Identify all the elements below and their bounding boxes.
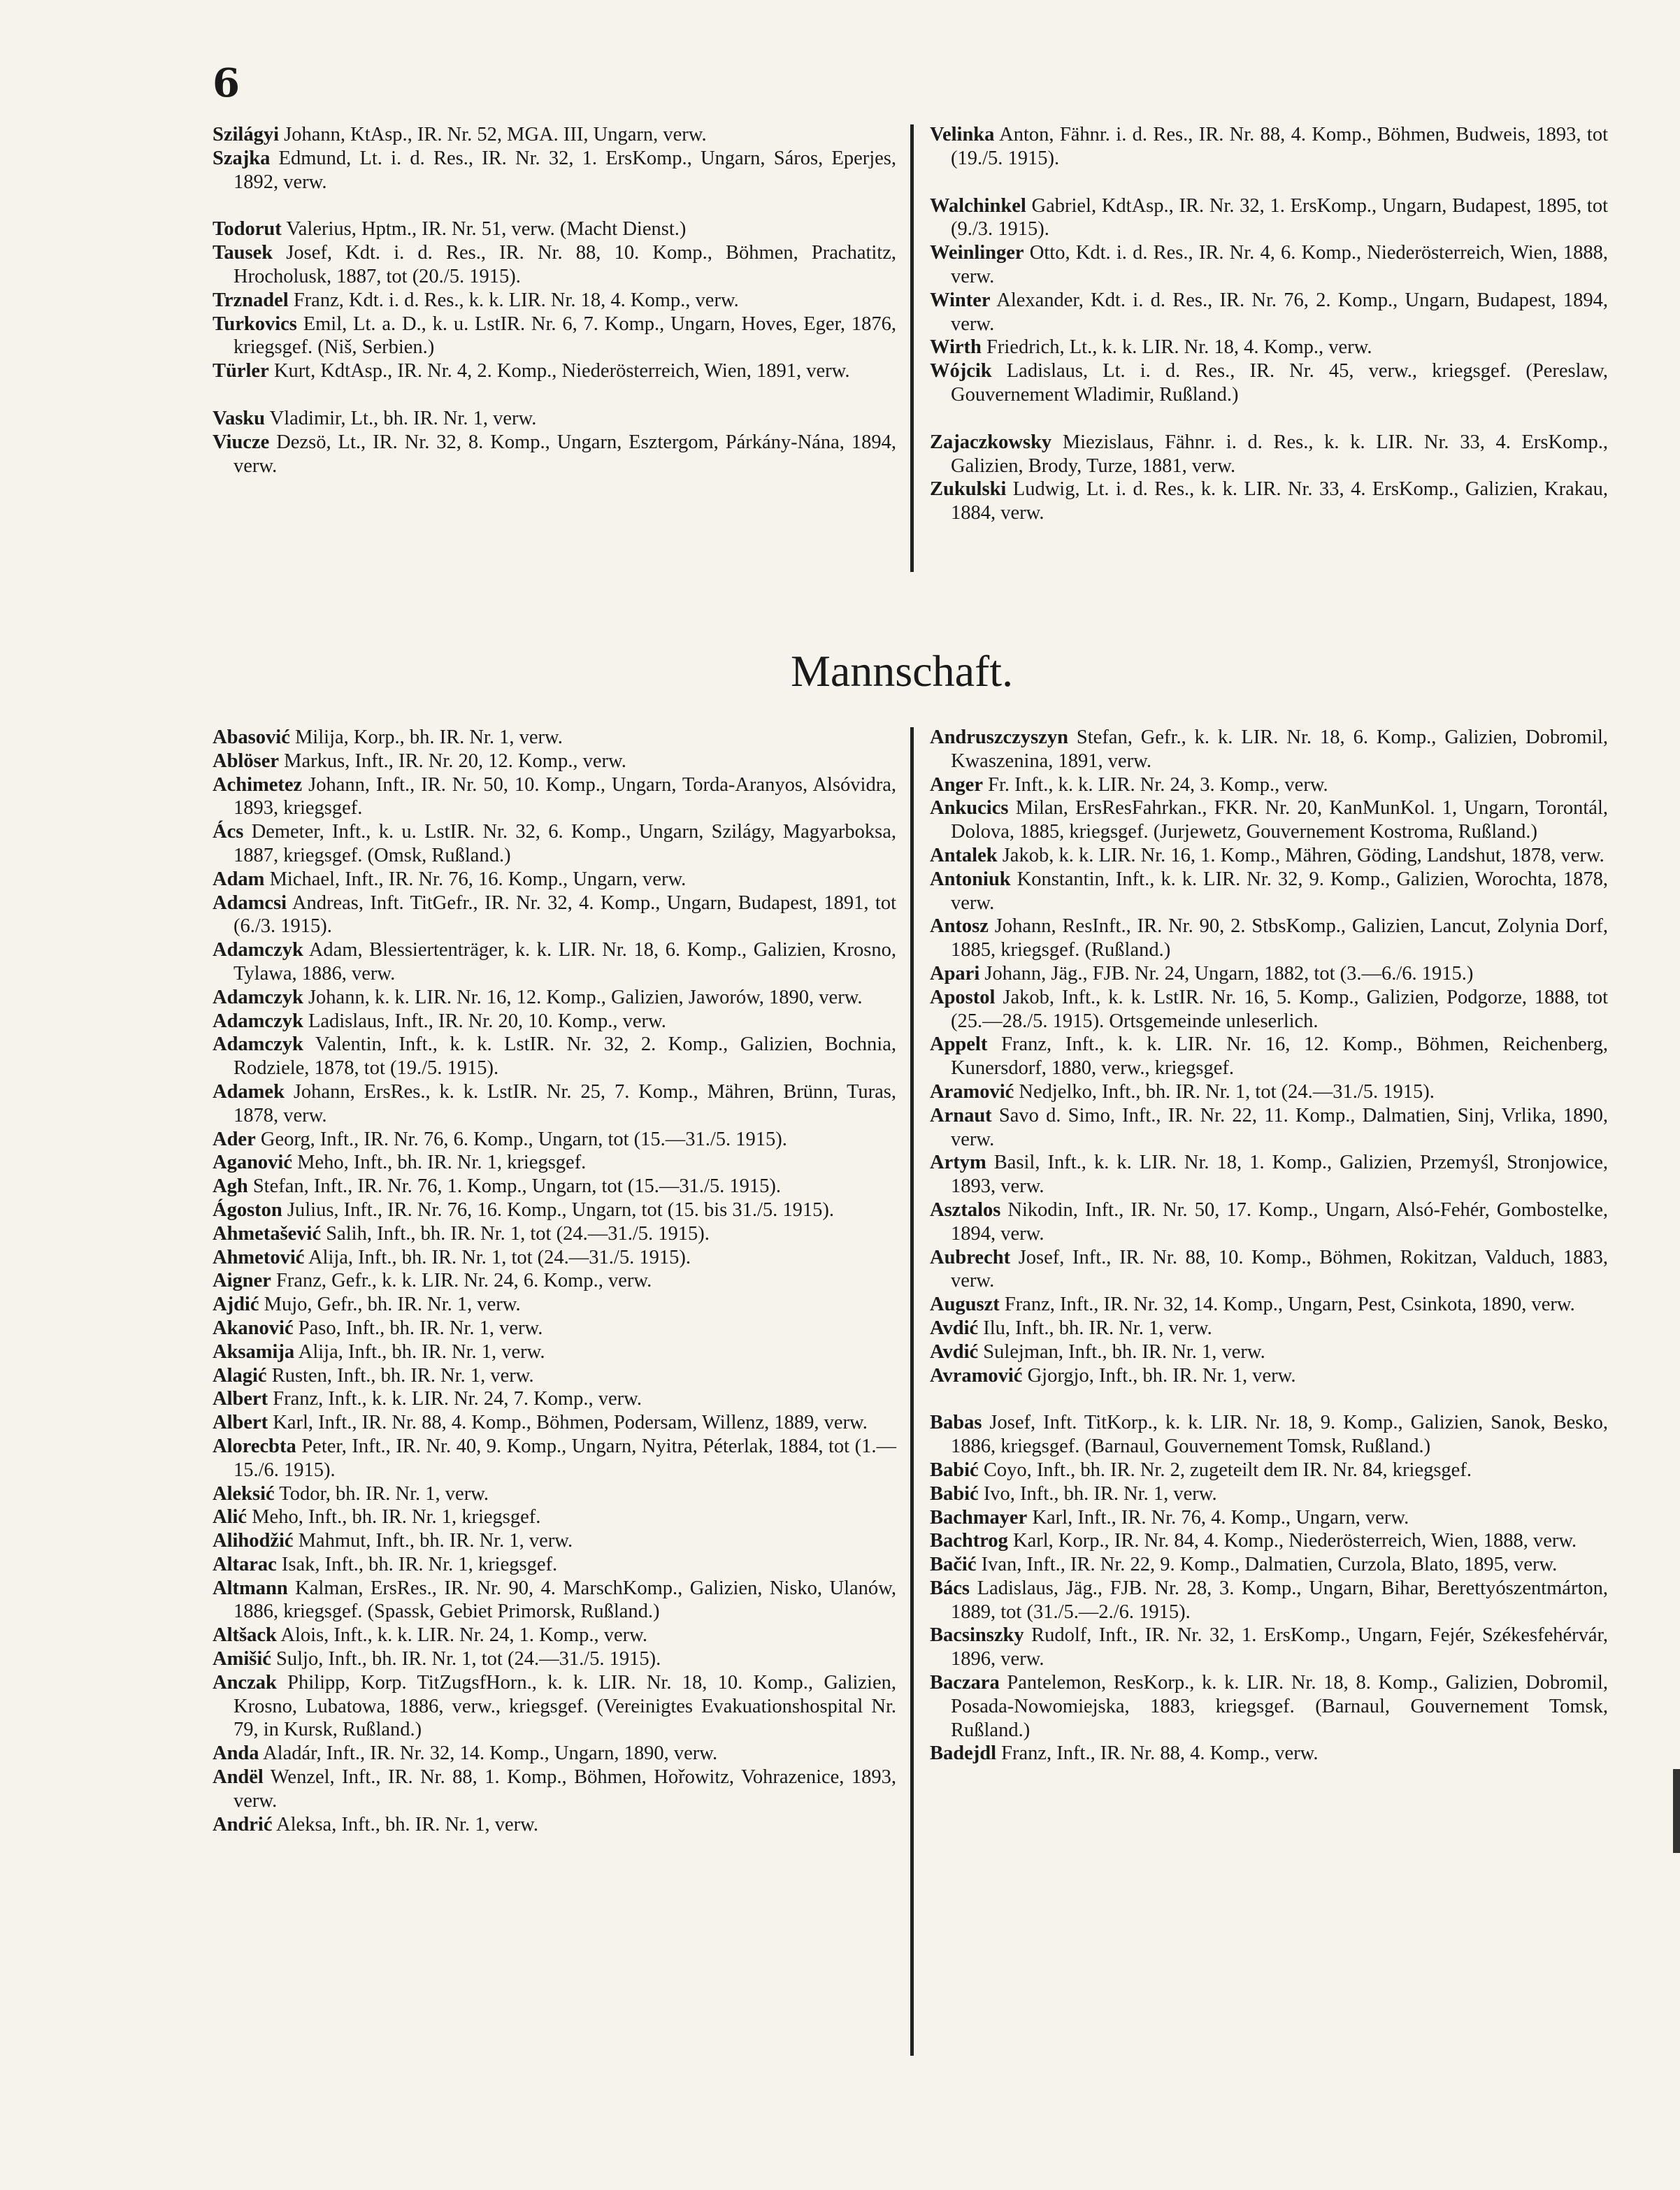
entry-surname: Wójcik <box>930 360 992 382</box>
entry-details: Johann, Jäg., FJB. Nr. 24, Ungarn, 1882, tot (3.—6./6. 1915.) <box>979 962 1474 985</box>
register-entry <box>213 1553 896 1577</box>
register-entry <box>213 750 896 773</box>
entry-surname: Anda <box>213 1742 259 1765</box>
entry-details: Alois, Inft., k. k. LIR. Nr. 24, 1. Komp., verw. <box>276 1624 647 1647</box>
entry-details: Michael, Inft., IR. Nr. 76, 16. Komp., Ungarn, verw. <box>264 868 687 890</box>
entry-surname: Amišić <box>213 1648 271 1670</box>
entry-details: Basil, Inft., k. k. LIR. Nr. 18, 1. Komp., Galizien, Przemyśl, Stronjowice, 1893, verw. <box>951 1152 1608 1198</box>
register-entry <box>213 1246 896 1270</box>
register-entry <box>213 1080 896 1128</box>
entry-details: Valentin, Inft., k. k. LstIR. Nr. 32, 2. Komp., Galizien, Bochnia, Rodziele, 1878, tot (19./5. 1915). <box>234 1033 896 1080</box>
entry-details: Johann, k. k. LIR. Nr. 16, 12. Komp., Galizien, Jaworów, 1890, verw. <box>303 986 863 1008</box>
register-entry <box>930 336 1608 359</box>
entry-details: Dezsö, Lt., IR. Nr. 32, 8. Komp., Ungarn, Esztergom, Párkány-Nána, 1894, verw. <box>234 431 896 477</box>
bottom-right-column <box>930 726 1608 1766</box>
entry-surname: Bács <box>930 1577 970 1599</box>
register-entry <box>213 1813 896 1837</box>
entry-surname: Agh <box>213 1175 248 1198</box>
bottom-column-divider <box>910 727 914 2056</box>
register-entry <box>213 1387 896 1411</box>
entry-surname: Artym <box>930 1152 986 1174</box>
entry-details: Franz, Gefr., k. k. LIR. Nr. 24, 6. Komp., verw. <box>271 1270 652 1292</box>
register-entry <box>213 147 896 194</box>
entry-surname: Adam <box>213 868 265 890</box>
entry-details: Franz, Inft., IR. Nr. 32, 14. Komp., Ungarn, Pest, Csinkota, 1890, verw. <box>999 1294 1575 1316</box>
entry-surname: Adamcsi <box>213 892 287 914</box>
entry-details: Ilu, Inft., bh. IR. Nr. 1, verw. <box>978 1317 1212 1339</box>
register-entry <box>930 1553 1608 1577</box>
top-right-column <box>930 123 1608 525</box>
entry-surname: Velinka <box>930 124 995 145</box>
entry-details: Josef, Kdt. i. d. Res., IR. Nr. 88, 10. Komp., Böhmen, Prachatitz, Hrocholusk, 1887, tot (20./5. 1915). <box>234 242 896 287</box>
entry-details: Vladimir, Lt., bh. IR. Nr. 1, verw. <box>265 407 537 429</box>
register-entry <box>930 431 1608 478</box>
register-entry <box>213 820 896 868</box>
register-entry <box>213 289 896 313</box>
entry-surname: Bachmayer <box>930 1506 1028 1529</box>
entry-surname: Auguszt <box>930 1294 1000 1316</box>
entry-details: Georg, Inft., IR. Nr. 76, 6. Komp., Ungarn, tot (15.—31./5. 1915). <box>255 1128 787 1150</box>
register-entry <box>213 217 896 241</box>
entry-surname: Bacsinszky <box>930 1624 1024 1647</box>
entry-details: Suljo, Inft., bh. IR. Nr. 1, tot (24.—31./5. 1915). <box>271 1648 661 1670</box>
entry-surname: Andruszczyszyn <box>930 727 1068 748</box>
entry-surname: Altarac <box>213 1553 277 1575</box>
entry-surname: Ajdić <box>213 1294 259 1316</box>
register-entry <box>930 1198 1608 1246</box>
register-entry <box>930 289 1608 336</box>
entry-details: Meho, Inft., bh. IR. Nr. 1, kriegsgef. <box>247 1506 541 1529</box>
entry-details: Julius, Inft., IR. Nr. 76, 16. Komp., Ungarn, tot (15. bis 31./5. 1915). <box>282 1198 835 1221</box>
register-entry <box>930 1246 1608 1294</box>
section-title: Mannschaft. <box>790 646 1014 696</box>
entry-surname: Antosz <box>930 915 989 938</box>
register-entry <box>930 726 1608 773</box>
entry-surname: Ács <box>213 821 244 843</box>
entry-surname: Zukulski <box>930 478 1007 501</box>
entry-surname: Szajka <box>213 147 271 169</box>
register-entry <box>930 1340 1608 1364</box>
register-entry <box>930 844 1608 868</box>
entry-details: Johann, ErsRes., k. k. LstIR. Nr. 25, 7. Komp., Mähren, Brünn, Turas, 1878, verw. <box>234 1080 896 1126</box>
entry-surname: Albert <box>213 1388 268 1410</box>
entry-surname: Walchinkel <box>930 194 1026 217</box>
entry-details: Coyo, Inft., bh. IR. Nr. 2, zugeteilt dem IR. Nr. 84, kriegsgef. <box>978 1459 1472 1481</box>
entry-details: Nikodin, Inft., IR. Nr. 50, 17. Komp., Ungarn, Alsó-Fehér, Gombostelke, 1894, verw. <box>951 1198 1608 1245</box>
entry-details: Alija, Inft., bh. IR. Nr. 1, verw. <box>294 1340 545 1363</box>
entry-details: Mahmut, Inft., bh. IR. Nr. 1, verw. <box>293 1530 573 1552</box>
entry-surname: Winter <box>930 289 991 311</box>
register-entry <box>213 892 896 939</box>
register-entry <box>213 1766 896 1813</box>
entry-surname: Altšack <box>213 1624 277 1647</box>
entry-details: Gabriel, KdtAsp., IR. Nr. 32, 1. ErsKomp., Ungarn, Budapest, 1895, tot (9./3. 1915). <box>951 194 1608 241</box>
register-entry <box>930 1671 1608 1742</box>
register-entry <box>930 1364 1608 1388</box>
entry-details: Demeter, Inft., k. u. LstIR. Nr. 32, 6. Komp., Ungarn, Szilágy, Magyarboksa, 1887, kriegsgef. (Omsk, Rußland.) <box>234 821 896 866</box>
entry-surname: Szilágyi <box>213 124 280 145</box>
register-entry <box>930 796 1608 844</box>
entry-details: Rudolf, Inft., IR. Nr. 32, 1. ErsKomp., Ungarn, Fejér, Székesfehérvár, 1896, verw. <box>951 1624 1608 1670</box>
entry-details: Andreas, Inft. TitGefr., IR. Nr. 32, 4. Komp., Ungarn, Budapest, 1891, tot (6./3. 1915). <box>234 892 896 938</box>
register-entry <box>213 1293 896 1317</box>
entry-surname: Türler <box>213 360 269 382</box>
register-entry <box>213 1647 896 1671</box>
entry-spacer <box>930 1387 1608 1411</box>
entry-surname: Babić <box>930 1459 979 1481</box>
entry-spacer <box>930 171 1608 194</box>
entry-details: Johann, KtAsp., IR. Nr. 52, MGA. III, Ungarn, verw. <box>279 124 707 145</box>
entry-surname: Bačić <box>930 1554 977 1576</box>
entry-surname: Aubrecht <box>930 1246 1011 1268</box>
register-entry <box>930 962 1608 986</box>
entry-surname: Babas <box>930 1412 982 1434</box>
entry-surname: Tausek <box>213 242 273 264</box>
register-entry <box>213 1269 896 1293</box>
entry-details: Miezislaus, Fähnr. i. d. Res., k. k. LIR. Nr. 33, 4. ErsKomp., Galizien, Brody, Turze, 1881, verw. <box>951 431 1608 477</box>
entry-details: Philipp, Korp. TitZugsfHorn., k. k. LIR. Nr. 18, 10. Komp., Galizien, Krosno, Lubatowa, 1886, verw., kriegsgef. (Vereinigtes Evakuationshospital Nr. 79, in Kursk, Rußland.) <box>234 1671 896 1741</box>
entry-surname: Ablöser <box>213 750 279 772</box>
entry-surname: Appelt <box>930 1033 988 1056</box>
entry-details: Stefan, Gefr., k. k. LIR. Nr. 18, 6. Komp., Galizien, Dobromil, Kwaszenina, 1891, verw. <box>951 727 1608 772</box>
register-entry <box>213 1411 896 1435</box>
entry-surname: Adamczyk <box>213 1010 303 1032</box>
entry-surname: Baczara <box>930 1672 1000 1694</box>
entry-spacer <box>930 407 1608 431</box>
entry-details: Karl, Inft., IR. Nr. 88, 4. Komp., Böhmen, Podersam, Willenz, 1889, verw. <box>268 1412 868 1434</box>
entry-surname: Abasović <box>213 727 290 748</box>
entry-details: Anton, Fähnr. i. d. Res., IR. Nr. 88, 4. Komp., Böhmen, Budweis, 1893, tot (19./5. 1915). <box>951 124 1608 169</box>
entry-surname: Ahmetović <box>213 1246 305 1268</box>
register-entry <box>213 938 896 986</box>
register-entry <box>930 1293 1608 1317</box>
register-entry <box>213 1198 896 1222</box>
entry-details: Savo d. Simo, Inft., IR. Nr. 22, 11. Komp., Dalmatien, Sinj, Vrlika, 1890, verw. <box>951 1104 1608 1150</box>
register-entry <box>213 1033 896 1080</box>
entry-surname: Alorecbta <box>213 1435 296 1457</box>
entry-surname: Babić <box>930 1482 979 1505</box>
entry-surname: Altmann <box>213 1577 288 1599</box>
register-entry <box>930 1624 1608 1671</box>
register-entry <box>213 773 896 821</box>
page-number: 6 <box>213 60 240 106</box>
top-left-column <box>213 123 896 478</box>
register-entry <box>930 1080 1608 1104</box>
register-entry <box>213 313 896 360</box>
entry-surname: Badejdl <box>930 1742 997 1765</box>
entry-details: Mujo, Gefr., bh. IR. Nr. 1, verw. <box>259 1294 521 1316</box>
entry-surname: Adamczyk <box>213 939 303 961</box>
register-entry <box>930 1033 1608 1080</box>
entry-details: Rusten, Inft., bh. IR. Nr. 1, verw. <box>266 1364 534 1387</box>
register-entry <box>930 123 1608 171</box>
entry-surname: Andrić <box>213 1813 273 1835</box>
entry-surname: Andël <box>213 1766 264 1789</box>
entry-details: Alexander, Kdt. i. d. Res., IR. Nr. 76, 2. Komp., Ungarn, Budapest, 1894, verw. <box>951 289 1608 335</box>
entry-details: Todor, bh. IR. Nr. 1, verw. <box>274 1482 489 1505</box>
register-entry <box>930 359 1608 407</box>
entry-details: Ladislaus, Lt. i. d. Res., IR. Nr. 45, verw., kriegsgef. (Pereslaw, Gouvernement Wladimir, Rußland.) <box>951 360 1608 406</box>
entry-details: Peter, Inft., IR. Nr. 40, 9. Komp., Ungarn, Nyitra, Péterlak, 1884, tot (1.—15./6. 1915). <box>234 1435 896 1481</box>
entry-surname: Turkovics <box>213 313 297 335</box>
register-entry <box>213 359 896 383</box>
entry-details: Nedjelko, Inft., bh. IR. Nr. 1, tot (24.—31./5. 1915). <box>1014 1080 1435 1103</box>
entry-surname: Apari <box>930 962 980 985</box>
entry-details: Milija, Korp., bh. IR. Nr. 1, verw. <box>289 727 563 748</box>
register-entry <box>213 726 896 750</box>
register-entry <box>213 1529 896 1553</box>
entry-surname: Antoniuk <box>930 868 1011 890</box>
entry-surname: Adamek <box>213 1080 285 1103</box>
register-entry <box>213 407 896 431</box>
entry-details: Edmund, Lt. i. d. Res., IR. Nr. 32, 1. ErsKomp., Ungarn, Sáros, Eperjes, 1892, verw. <box>234 147 896 193</box>
entry-details: Franz, Inft., k. k. LIR. Nr. 16, 12. Komp., Böhmen, Reichenberg, Kunersdorf, 1880, verw., kriegsgef. <box>951 1033 1608 1080</box>
entry-surname: Adamczyk <box>213 986 303 1008</box>
entry-surname: Bachtrog <box>930 1530 1008 1552</box>
entry-surname: Akanović <box>213 1317 294 1339</box>
register-entry <box>930 241 1608 289</box>
entry-details: Valerius, Hptm., IR. Nr. 51, verw. (Macht Dienst.) <box>281 218 687 241</box>
entry-surname: Arnaut <box>930 1104 992 1126</box>
register-entry <box>213 241 896 289</box>
entry-details: Isak, Inft., bh. IR. Nr. 1, kriegsgef. <box>276 1553 558 1575</box>
register-entry <box>930 1104 1608 1152</box>
entry-details: Emil, Lt. a. D., k. u. LstIR. Nr. 6, 7. Komp., Ungarn, Hoves, Eger, 1876, kriegsgef. (Niš, Serbien.) <box>234 313 896 359</box>
register-entry <box>930 1317 1608 1340</box>
entry-surname: Alić <box>213 1506 247 1529</box>
entry-details: Wenzel, Inft., IR. Nr. 88, 1. Komp., Böhmen, Hořowitz, Vohrazenice, 1893, verw. <box>234 1766 896 1812</box>
register-entry <box>213 986 896 1010</box>
entry-surname: Weinlinger <box>930 242 1024 264</box>
entry-surname: Ader <box>213 1128 256 1150</box>
entry-details: Franz, Kdt. i. d. Res., k. k. LIR. Nr. 18, 4. Komp., verw. <box>288 289 739 311</box>
entry-details: Ivo, Inft., bh. IR. Nr. 1, verw. <box>978 1482 1217 1505</box>
entry-details: Ludwig, Lt. i. d. Res., k. k. LIR. Nr. 33, 4. ErsKomp., Galizien, Krakau, 1884, verw. <box>951 478 1608 524</box>
entry-surname: Todorut <box>213 218 282 241</box>
entry-details: Franz, Inft., k. k. LIR. Nr. 24, 7. Komp., verw. <box>268 1388 642 1410</box>
entry-details: Ladislaus, Jäg., FJB. Nr. 28, 3. Komp., Ungarn, Bihar, Berettyószentmárton, 1889, tot (31./5.—2./6. 1915). <box>951 1577 1608 1623</box>
entry-details: Ivan, Inft., IR. Nr. 22, 9. Komp., Dalmatien, Curzola, Blato, 1895, verw. <box>976 1554 1558 1576</box>
register-entry <box>930 868 1608 915</box>
register-entry <box>213 1577 896 1624</box>
entry-details: Sulejman, Inft., bh. IR. Nr. 1, verw. <box>978 1340 1265 1363</box>
register-entry <box>930 194 1608 242</box>
entry-details: Konstantin, Inft., k. k. LIR. Nr. 32, 9. Komp., Galizien, Worochta, 1878, verw. <box>951 868 1608 914</box>
register-entry <box>213 1482 896 1506</box>
entry-details: Salih, Inft., bh. IR. Nr. 1, tot (24.—31./5. 1915). <box>321 1222 710 1245</box>
entry-details: Kurt, KdtAsp., IR. Nr. 4, 2. Komp., Niederösterreich, Wien, 1891, verw. <box>268 360 850 382</box>
register-entry <box>930 1529 1608 1553</box>
register-entry <box>930 915 1608 962</box>
entry-details: Jakob, Inft., k. k. LstIR. Nr. 16, 5. Komp., Galizien, Podgorze, 1888, tot (25.—28./5. 1915). Ortsgemeinde unleserlich. <box>951 986 1608 1032</box>
entry-details: Karl, Inft., IR. Nr. 76, 4. Komp., Ungarn, verw. <box>1027 1506 1409 1529</box>
entry-details: Karl, Korp., IR. Nr. 84, 4. Komp., Niederösterreich, Wien, 1888, verw. <box>1007 1530 1577 1552</box>
entry-details: Aleksa, Inft., bh. IR. Nr. 1, verw. <box>272 1813 538 1835</box>
register-entry <box>930 1577 1608 1624</box>
entry-surname: Achimetez <box>213 773 303 796</box>
register-entry <box>930 773 1608 797</box>
register-entry <box>213 1505 896 1529</box>
register-entry <box>930 1482 1608 1506</box>
entry-details: Ladislaus, Inft., IR. Nr. 20, 10. Komp., verw. <box>303 1010 666 1032</box>
entry-surname: Alagić <box>213 1364 267 1387</box>
entry-surname: Adamczyk <box>213 1033 303 1056</box>
register-entry <box>213 1175 896 1198</box>
entry-details: Milan, ErsResFahrkan., FKR. Nr. 20, KanMunKol. 1, Ungarn, Torontál, Dolova, 1885, kriegsgef. (Jurjewetz, Gouvernement Kostroma, Rußland.) <box>951 797 1608 843</box>
register-entry <box>930 1151 1608 1198</box>
register-entry <box>930 478 1608 525</box>
entry-details: Stefan, Inft., IR. Nr. 76, 1. Komp., Ungarn, tot (15.—31./5. 1915). <box>247 1175 781 1198</box>
register-entry <box>213 1364 896 1388</box>
entry-details: Franz, Inft., IR. Nr. 88, 4. Komp., verw. <box>996 1742 1319 1765</box>
entry-surname: Aganović <box>213 1152 292 1174</box>
register-entry <box>930 986 1608 1033</box>
entry-surname: Aramović <box>930 1080 1014 1103</box>
top-column-divider <box>910 124 914 572</box>
register-entry <box>213 431 896 478</box>
entry-details: Johann, Inft., IR. Nr. 50, 10. Komp., Ungarn, Torda-Aranyos, Alsóvidra, 1893, kriegsgef. <box>234 773 896 820</box>
entry-surname: Aigner <box>213 1270 271 1292</box>
entry-surname: Aleksić <box>213 1482 275 1505</box>
entry-details: Gjorgjo, Inft., bh. IR. Nr. 1, verw. <box>1022 1364 1296 1387</box>
entry-surname: Wirth <box>930 336 982 359</box>
entry-surname: Zajaczkowsky <box>930 431 1052 453</box>
entry-surname: Albert <box>213 1412 268 1434</box>
entry-details: Alija, Inft., bh. IR. Nr. 1, tot (24.—31./5. 1915). <box>304 1246 691 1268</box>
entry-surname: Avdić <box>930 1340 979 1363</box>
register-entry <box>930 1506 1608 1530</box>
bottom-left-column <box>213 726 896 1836</box>
entry-surname: Alihodžić <box>213 1530 294 1552</box>
entry-spacer <box>213 383 896 407</box>
entry-details: Pantelemon, ResKorp., k. k. LIR. Nr. 18, 8. Komp., Galizien, Dobromil, Posada-Nowomiejska, 1883, kriegsgef. (Barnaul, Gouvernement Tomsk, Rußland.) <box>951 1672 1608 1741</box>
entry-details: Kalman, ErsRes., IR. Nr. 90, 4. MarschKomp., Galizien, Nisko, Ulanów, 1886, kriegsgef. (Spassk, Gebiet Primorsk, Rußland.) <box>234 1577 896 1623</box>
entry-details: Josef, Inft. TitKorp., k. k. LIR. Nr. 18, 9. Komp., Galizien, Sanok, Besko, 1886, kriegsgef. (Barnaul, Gouvernement Tomsk, Rußland.) <box>951 1412 1608 1458</box>
register-entry <box>213 1742 896 1766</box>
register-entry <box>213 123 896 147</box>
scan-edge-mark <box>1673 1769 1680 1853</box>
entry-surname: Antalek <box>930 844 998 866</box>
entry-surname: Ankucics <box>930 797 1009 820</box>
entry-surname: Anger <box>930 773 983 796</box>
register-entry <box>213 1317 896 1340</box>
entry-details: Paso, Inft., bh. IR. Nr. 1, verw. <box>293 1317 543 1339</box>
entry-details: Josef, Inft., IR. Nr. 88, 10. Komp., Böhmen, Rokitzan, Valduch, 1883, verw. <box>951 1246 1608 1292</box>
entry-details: Fr. Inft., k. k. LIR. Nr. 24, 3. Komp., verw. <box>982 773 1328 796</box>
entry-surname: Ágoston <box>213 1198 282 1221</box>
entry-spacer <box>213 194 896 217</box>
entry-surname: Viucze <box>213 431 270 453</box>
entry-details: Meho, Inft., bh. IR. Nr. 1, kriegsgef. <box>292 1152 587 1174</box>
register-entry <box>213 1671 896 1742</box>
register-entry <box>213 1151 896 1175</box>
entry-details: Jakob, k. k. LIR. Nr. 16, 1. Komp., Mähren, Göding, Landshut, 1878, verw. <box>997 844 1604 866</box>
entry-details: Johann, ResInft., IR. Nr. 90, 2. StbsKomp., Galizien, Lancut, Zolynia Dorf, 1885, kriegsgef. (Rußland.) <box>951 915 1608 961</box>
entry-surname: Anczak <box>213 1671 277 1694</box>
register-entry <box>930 1411 1608 1459</box>
entry-surname: Avramović <box>930 1364 1023 1387</box>
entry-details: Otto, Kdt. i. d. Res., IR. Nr. 4, 6. Komp., Niederösterreich, Wien, 1888, verw. <box>951 242 1608 287</box>
entry-details: Markus, Inft., IR. Nr. 20, 12. Komp., verw. <box>279 750 626 772</box>
entry-surname: Asztalos <box>930 1198 1001 1221</box>
register-entry <box>213 1010 896 1033</box>
register-entry <box>213 1128 896 1152</box>
entry-surname: Ahmetašević <box>213 1222 322 1245</box>
entry-surname: Avdić <box>930 1317 979 1339</box>
register-entry <box>930 1742 1608 1766</box>
entry-surname: Aksamija <box>213 1340 295 1363</box>
entry-details: Aladár, Inft., IR. Nr. 32, 14. Komp., Ungarn, 1890, verw. <box>259 1742 718 1765</box>
entry-details: Adam, Blessiertenträger, k. k. LIR. Nr. 18, 6. Komp., Galizien, Krosno, Tylawa, 1886, verw. <box>234 939 896 985</box>
register-entry <box>213 1624 896 1647</box>
register-entry <box>213 1222 896 1246</box>
entry-surname: Apostol <box>930 986 996 1008</box>
register-entry <box>213 1340 896 1364</box>
register-entry <box>213 868 896 892</box>
register-entry <box>930 1459 1608 1482</box>
entry-surname: Trznadel <box>213 289 289 311</box>
entry-details: Friedrich, Lt., k. k. LIR. Nr. 18, 4. Komp., verw. <box>981 336 1372 359</box>
entry-surname: Vasku <box>213 407 266 429</box>
register-entry <box>213 1435 896 1482</box>
